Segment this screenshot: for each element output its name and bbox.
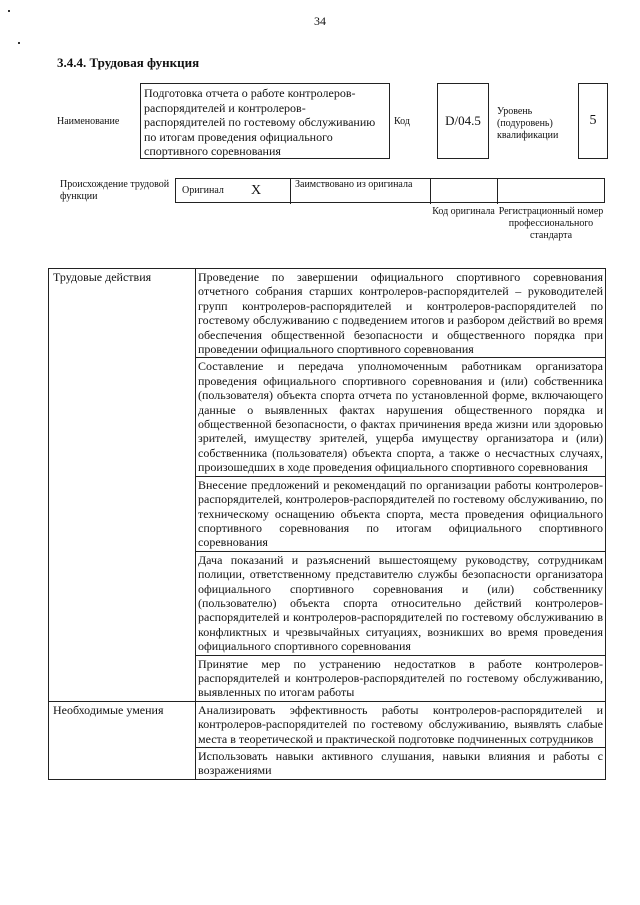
code-label: Код <box>394 116 410 127</box>
reg-number-caption: Регистрационный номер профессионального стандарта <box>498 206 604 241</box>
original-mark: X <box>251 183 262 198</box>
function-name-box: Подготовка отчета о работе контролеров-распорядителей и контролеров-распорядителей по гостевому обслуживанию по итогам проведения официального спортивного соревнования <box>140 83 390 159</box>
list-item: Принятие мер по устранению недостатков в работе контролеров-распорядителей и контролеров-распорядителей по гостевому обслуживанию, выявленных по итогам работы <box>196 655 606 701</box>
list-item: Внесение предложений и рекомендаций по организации работы контролеров-распорядителей, контролеров-распорядителей по гостевому обслуживанию, по техническому оснащению объекта спорта, места проведения официального спортивного соревнования по итогам официального спортивного соревнования <box>196 476 606 551</box>
origin-original-cell <box>176 179 291 204</box>
section-title-labor-actions: Трудовые действия <box>49 269 196 702</box>
level-label: Уровень (подуровень) квалификации <box>497 106 559 141</box>
table-row <box>49 701 606 747</box>
section-title: 3.4.4. Трудовая функция <box>57 55 200 70</box>
scan-speck <box>8 10 10 12</box>
origin-borrowed-cell <box>291 179 431 204</box>
code-original-caption: Код оригинала <box>432 206 495 217</box>
origin-reg-cell <box>498 179 606 204</box>
page-number: 34 <box>314 14 326 28</box>
section-title-required-skills: Необходимые умения <box>49 701 196 779</box>
list-item: Анализировать эффективность работы контролеров-распорядителей и контролеров-распорядителей по гостевому обслуживанию, выявлять слабые места в теоретической и практической подготовке подчиненных сотрудников <box>196 701 606 747</box>
origin-table <box>175 178 605 203</box>
original-label: Оригинал <box>182 185 224 196</box>
function-table <box>48 268 606 780</box>
function-code: D/04.5 <box>437 83 489 159</box>
borrowed-label: Заимствовано из оригинала <box>295 179 413 190</box>
origin-label: Происхождение трудовой функции <box>60 179 170 202</box>
origin-code-cell <box>431 179 498 204</box>
qualification-level: 5 <box>578 83 608 159</box>
list-item: Составление и передача уполномоченным работникам организатора проведения официального спортивного соревнования и (или) собственника (пользователя) объекта спорта отчета по установленной форме, включающего данные о выявленных фактах нарушения общественного порядка и общественной безопасности, о фактах причинения вреда жизни или здоровью зрителей, имуществу зрителей, ущерба имуществу организатора и (или) собственника (пользователя) объекта спорта, а также о несчастных случаях, произошедших в ходе проведения официального спортивного соревнования <box>196 358 606 476</box>
table-row <box>49 269 606 358</box>
name-label: Наименование <box>57 116 120 127</box>
scan-speck <box>18 42 20 44</box>
list-item: Использовать навыки активного слушания, навыки влияния и работы с возражениями <box>196 748 606 780</box>
list-item: Проведение по завершении официального спортивного соревнования отчетного собрания старших контролеров-распорядителей – руководителей групп контролеров-распорядителей и контролеров-распорядителей по гостевому обслуживанию с подведением итогов и разбором действий во время обеспечения общественной безопасности и общественного порядка при проведении официального спортивного соревнования <box>196 269 606 358</box>
list-item: Дача показаний и разъяснений вышестоящему руководству, сотрудникам полиции, ответственному представителю службы безопасности организатора официального спортивного соревнования и (или) собственнику (пользователю) объекта спорта относительно действий контролеров-распорядителей и контролеров-распорядителей по гостевому обслуживанию в конфликтных и чрезвычайных ситуациях, возникших во время проведения официального спортивного соревнования <box>196 551 606 655</box>
